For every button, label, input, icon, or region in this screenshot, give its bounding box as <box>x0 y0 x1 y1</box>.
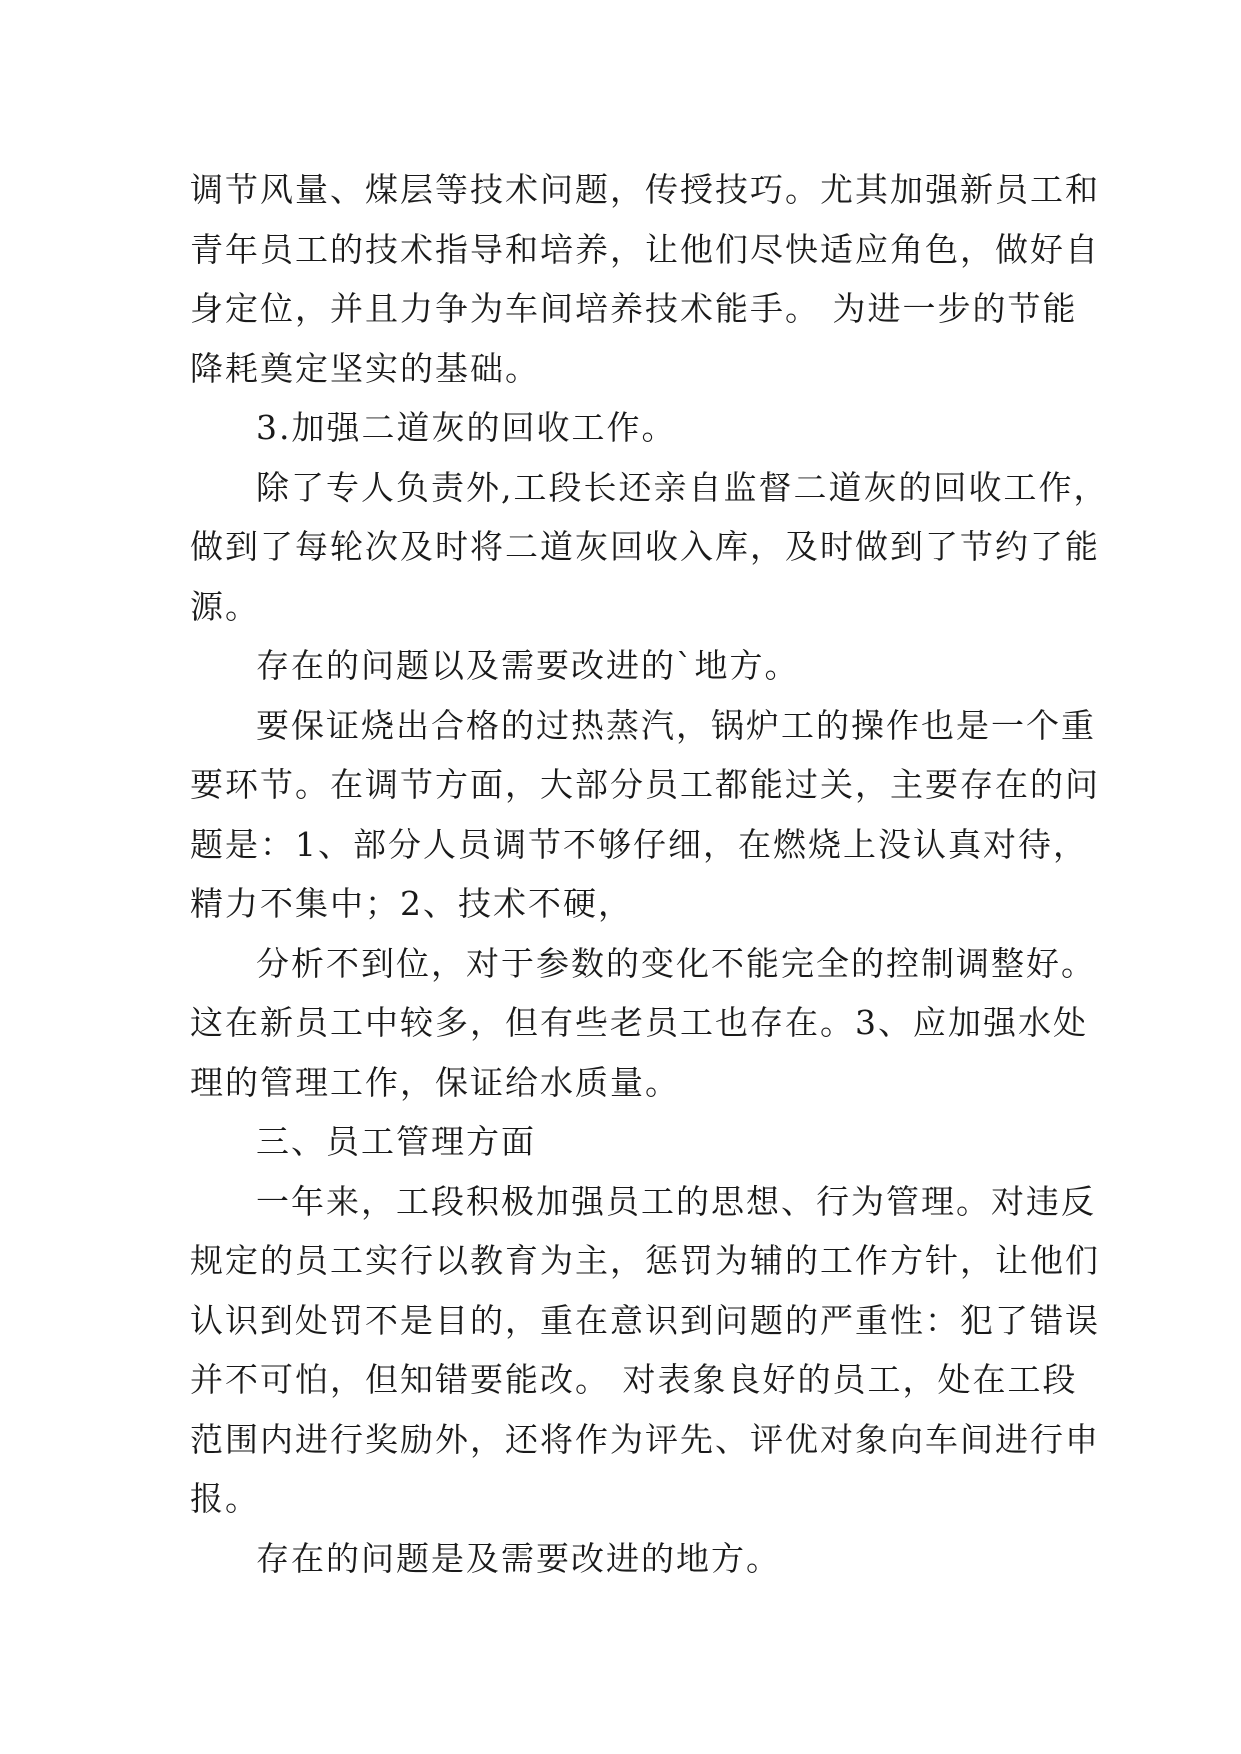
text-line: 规定的员工实行以教育为主，惩罚为辅的工作方针，让他们 <box>190 1241 1100 1280</box>
text-line: 认识到处罚不是目的，重在意识到问题的严重性：犯了错误 <box>190 1300 1100 1340</box>
text-line: 精力不集中；2、技术不硬， <box>190 884 633 923</box>
text-line: 身定位，并且力争为车间培养技术能手。 为进一步的节能 <box>190 289 1078 328</box>
text-line: 范围内进行奖励外，还将作为评先、评优对象向车间进行申 <box>190 1419 1100 1459</box>
text-line: 这在新员工中较多，但有些老员工也存在。3、应加强水处 <box>190 1003 1088 1042</box>
text-line: 报。 <box>190 1479 260 1518</box>
text-line: 降耗奠定坚实的基础。 <box>190 348 540 388</box>
text-line: 要保证烧出合格的过热蒸汽，锅炉工的操作也是一个重 <box>256 705 1096 745</box>
text-line: 分析不到位，对于参数的变化不能完全的控制调整好。 <box>256 943 1096 983</box>
text-line: 要环节。在调节方面，大部分员工都能过关，主要存在的问 <box>190 765 1100 804</box>
text-line: 存在的问题以及需要改进的`地方。 <box>256 646 800 685</box>
text-line: 理的管理工作，保证给水质量。 <box>190 1062 680 1102</box>
text-line: 存在的问题是及需要改进的地方。 <box>256 1538 781 1578</box>
text-line: 青年员工的技术指导和培养，让他们尽快适应角色，做好自 <box>190 229 1100 269</box>
text-line: 调节风量、煤层等技术问题，传授技巧。尤其加强新员工和 <box>190 170 1100 209</box>
text-line: 三、员工管理方面 <box>256 1122 536 1161</box>
document-body <box>190 160 1109 1588</box>
text-line: 源。 <box>190 586 260 626</box>
text-line: 除了专人负责外,工段长还亲自监督二道灰的回收工作， <box>256 467 1109 507</box>
text-line: 一年来，工段积极加强员工的思想、行为管理。对违反 <box>256 1181 1096 1221</box>
text-line: 做到了每轮次及时将二道灰回收入库，及时做到了节约了能 <box>190 527 1100 566</box>
text-line: 并不可怕，但知错要能改。 对表象良好的员工，处在工段 <box>190 1360 1078 1399</box>
text-line: 题是：1、部分人员调节不够仔细，在燃烧上没认真对待， <box>190 824 1088 864</box>
text-line: 3.加强二道灰的回收工作。 <box>256 408 677 447</box>
